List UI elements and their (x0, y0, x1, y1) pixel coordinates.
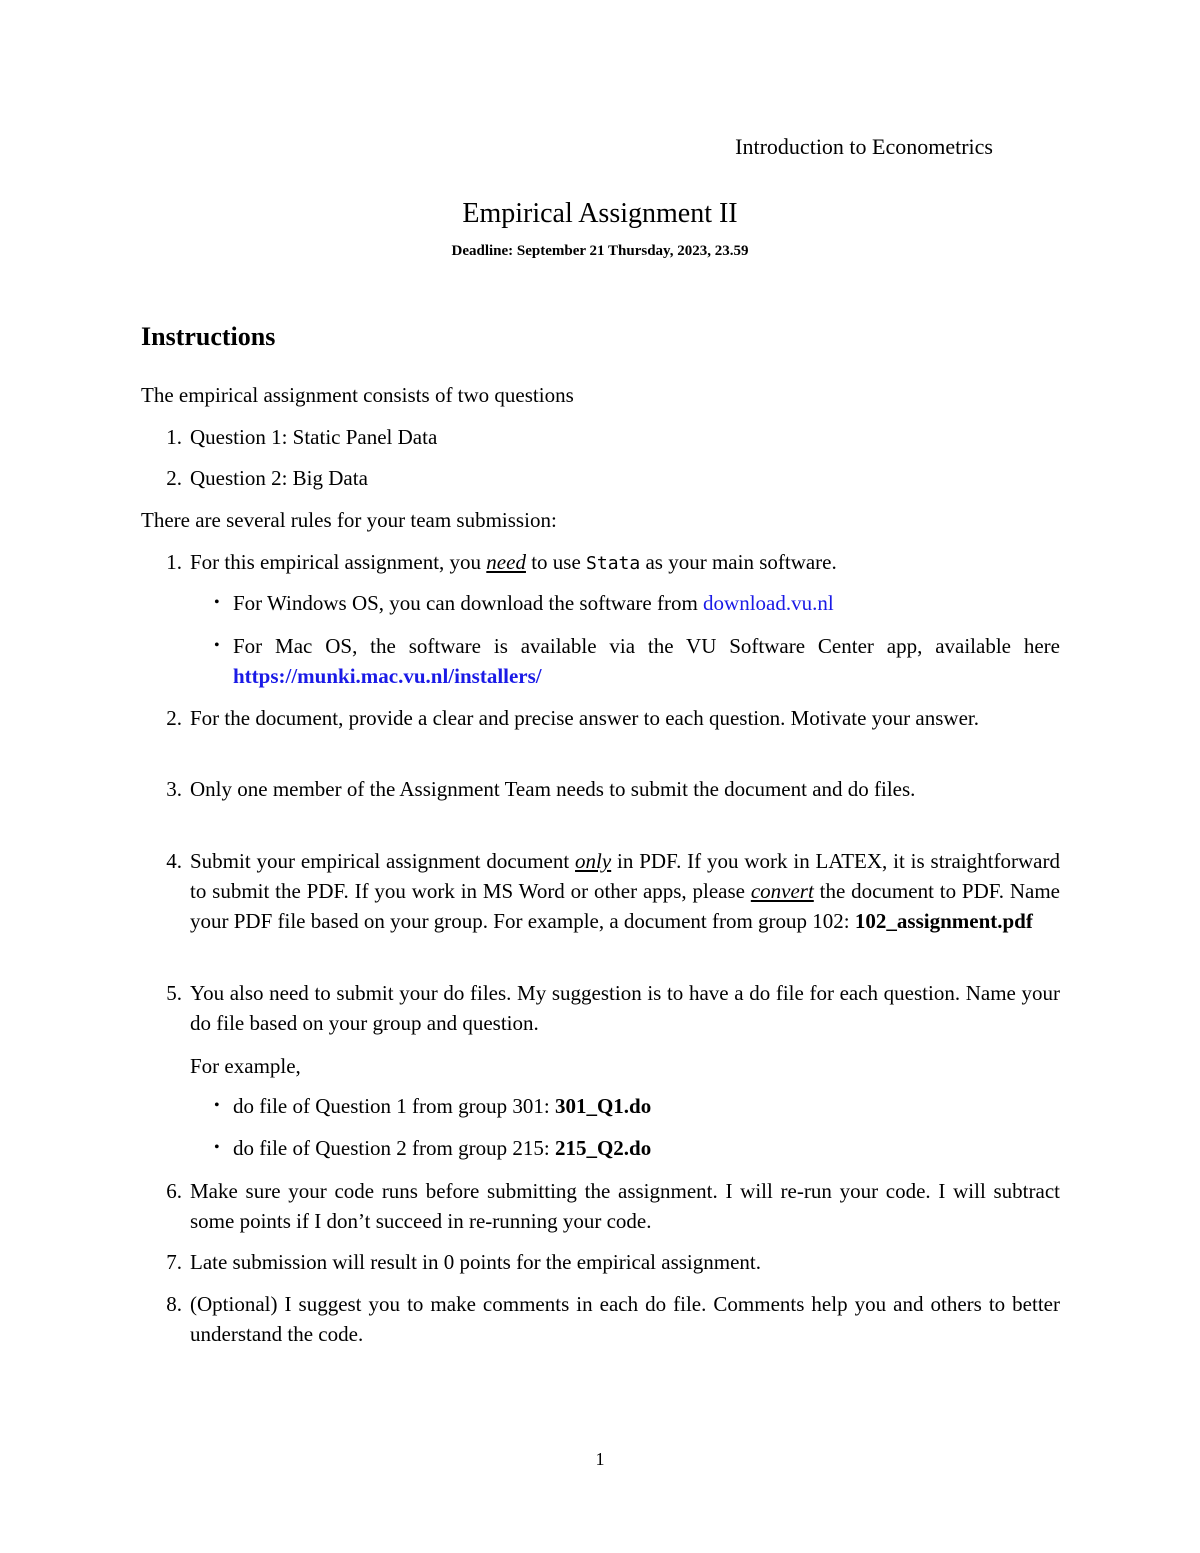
bullet-icon: • (214, 1097, 220, 1114)
list-item-text: Only one member of the Assignment Team needs to submit the document and do files. (190, 777, 916, 801)
list-number: 7. (166, 1250, 182, 1274)
text-run: do file of Question 2 from group 215: (233, 1136, 555, 1160)
download-vu-link[interactable]: download.vu.nl (703, 591, 834, 615)
bullet-icon: • (214, 1139, 220, 1156)
list-number: 1. (166, 550, 182, 574)
bullet-icon: • (214, 594, 220, 611)
deadline-text: Deadline: September 21 Thursday, 2023, 23.59 (451, 243, 749, 259)
text-run: as your main software. (640, 550, 837, 574)
page-title: Empirical Assignment II (462, 198, 738, 229)
text-run: Submit your empirical assignment document (190, 849, 576, 873)
text-run: For Mac OS, the software is available via the VU Software Center app, available here (233, 634, 1060, 658)
bullet-text (233, 1091, 1060, 1121)
list-number: 6. (166, 1179, 182, 1203)
filename-example: 301_Q1.do (554, 1094, 652, 1118)
list-item-text: (Optional) I suggest you to make comments in each do file. Comments help you and others to better understand the code. (190, 1292, 1060, 1346)
bullet-text (233, 588, 1060, 618)
text-run: the document to PDF. Name your PDF file based on your group. For example, a document from group 102: (190, 879, 1060, 933)
emphasis-need: need (486, 550, 526, 574)
list-number: 3. (166, 777, 182, 801)
list-item-text: For the document, provide a clear and precise answer to each question. Motivate your answer. (190, 706, 979, 730)
list-number: 2. (166, 466, 182, 490)
filename-example: 102_assignment.pdf (854, 909, 1033, 933)
emphasis-only: only (575, 849, 612, 873)
munki-installers-link[interactable]: https://munki.mac.vu.nl/installers/ (233, 664, 542, 688)
list-number: 2. (166, 706, 182, 730)
text-run: For this empirical assignment, you (190, 550, 487, 574)
list-number: 4. (166, 849, 182, 873)
bullet-text (233, 631, 1060, 691)
emphasis-convert: convert (750, 879, 814, 903)
text-run: do file of Question 1 from group 301: (233, 1094, 555, 1118)
filename-example: 215_Q2.do (554, 1136, 652, 1160)
text-run: in PDF. If you work in LATEX, it is straightforward to submit the PDF. If you work in MS Word or other apps, please (190, 849, 1060, 903)
list-item-text: Late submission will result in 0 points for the empirical assignment. (190, 1250, 761, 1274)
list-item-text (190, 547, 1060, 579)
list-item-text: You also need to submit your do files. My suggestion is to have a do file for each question. Name your do file based on your group and question. (190, 981, 1060, 1035)
list-item-text: Make sure your code runs before submitting the assignment. I will re-run your code. I will subtract some points if I don’t succeed in re-running your code. (190, 1179, 1060, 1233)
list-number: 5. (166, 981, 182, 1005)
list-number: 8. (166, 1292, 182, 1316)
course-header: Introduction to Econometrics (735, 134, 993, 159)
list-item-text: Question 1: Static Panel Data (190, 425, 438, 449)
page-number: 1 (595, 1449, 605, 1469)
intro-paragraph: The empirical assignment consists of two questions (141, 383, 574, 407)
bullet-icon: • (214, 637, 220, 654)
bullet-text (233, 1133, 1060, 1163)
section-heading-instructions: Instructions (141, 322, 276, 351)
rules-intro: There are several rules for your team submission: (141, 508, 557, 532)
text-run: For Windows OS, you can download the software from (233, 591, 704, 615)
text-run: to use (525, 550, 587, 574)
for-example-text: For example, (190, 1054, 301, 1078)
list-number: 1. (166, 425, 182, 449)
list-item-text (190, 846, 1060, 936)
list-item-text: Question 2: Big Data (190, 466, 368, 490)
stata-code: Stata (586, 553, 641, 574)
